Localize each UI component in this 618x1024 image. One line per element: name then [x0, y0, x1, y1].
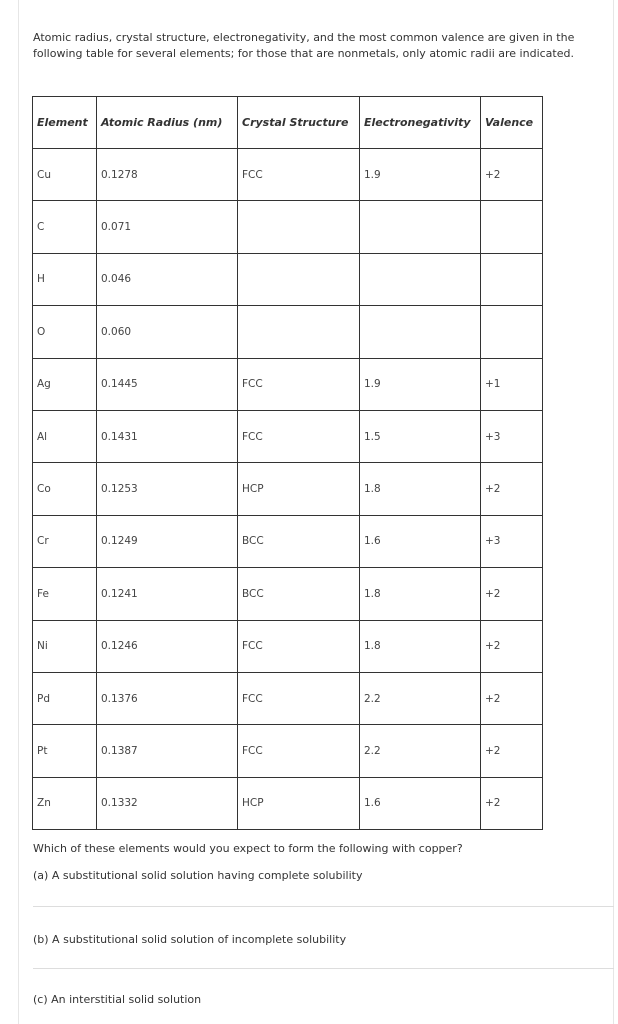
- table-row: [33, 410, 543, 462]
- crystal-structure-cell: [238, 253, 360, 305]
- crystal-structure-cell: [238, 306, 360, 358]
- table-row: [33, 725, 543, 777]
- divider: [33, 906, 614, 907]
- element-cell: Ag: [33, 358, 97, 410]
- atomic-radius-cell: 0.060: [97, 306, 238, 358]
- valence-cell: [481, 253, 543, 305]
- table-row: [33, 253, 543, 305]
- valence-cell: +2: [481, 672, 543, 724]
- electronegativity-cell: 1.9: [360, 149, 481, 201]
- atomic-radius-cell: 0.1253: [97, 463, 238, 515]
- header-valence: Valence: [481, 97, 543, 149]
- valence-cell: +3: [481, 410, 543, 462]
- electronegativity-cell: [360, 253, 481, 305]
- table-row: [33, 515, 543, 567]
- element-cell: Cr: [33, 515, 97, 567]
- table-row: [33, 568, 543, 620]
- element-cell: Cu: [33, 149, 97, 201]
- table-row: [33, 620, 543, 672]
- table-body: [33, 149, 543, 830]
- atomic-radius-cell: 0.1431: [97, 410, 238, 462]
- electronegativity-cell: [360, 201, 481, 253]
- valence-cell: +2: [481, 568, 543, 620]
- header-element: Element: [33, 97, 97, 149]
- element-cell: Pd: [33, 672, 97, 724]
- valence-cell: +2: [481, 463, 543, 515]
- crystal-structure-cell: FCC: [238, 620, 360, 672]
- table-row: [33, 777, 543, 829]
- table-row: [33, 201, 543, 253]
- electronegativity-cell: 1.8: [360, 568, 481, 620]
- valence-cell: [481, 201, 543, 253]
- electronegativity-cell: 2.2: [360, 672, 481, 724]
- electronegativity-cell: 1.6: [360, 515, 481, 567]
- part-a-text: (a) A substitutional solid solution having complete solubility: [33, 869, 363, 882]
- table-row: [33, 358, 543, 410]
- crystal-structure-cell: FCC: [238, 672, 360, 724]
- valence-cell: +2: [481, 777, 543, 829]
- atomic-radius-cell: 0.1387: [97, 725, 238, 777]
- crystal-structure-cell: BCC: [238, 568, 360, 620]
- atomic-radius-cell: 0.1332: [97, 777, 238, 829]
- crystal-structure-cell: HCP: [238, 463, 360, 515]
- electronegativity-cell: 1.6: [360, 777, 481, 829]
- atomic-radius-cell: 0.1241: [97, 568, 238, 620]
- crystal-structure-cell: BCC: [238, 515, 360, 567]
- atomic-radius-cell: 0.1246: [97, 620, 238, 672]
- valence-cell: +2: [481, 149, 543, 201]
- valence-cell: +2: [481, 725, 543, 777]
- part-c-text: (c) An interstitial solid solution: [33, 993, 202, 1006]
- crystal-structure-cell: FCC: [238, 358, 360, 410]
- crystal-structure-cell: FCC: [238, 410, 360, 462]
- element-cell: O: [33, 306, 97, 358]
- element-cell: Zn: [33, 777, 97, 829]
- electronegativity-cell: 1.9: [360, 358, 481, 410]
- element-cell: Ni: [33, 620, 97, 672]
- header-atomic-radius: Atomic Radius (nm): [97, 97, 238, 149]
- valence-cell: +3: [481, 515, 543, 567]
- element-cell: C: [33, 201, 97, 253]
- crystal-structure-cell: FCC: [238, 725, 360, 777]
- atomic-radius-cell: 0.1445: [97, 358, 238, 410]
- part-b-text: (b) A substitutional solid solution of incomplete solubility: [33, 933, 347, 946]
- electronegativity-cell: 1.8: [360, 620, 481, 672]
- elements-table: [32, 96, 543, 830]
- crystal-structure-cell: HCP: [238, 777, 360, 829]
- header-crystal-structure: Crystal Structure: [238, 97, 360, 149]
- valence-cell: [481, 306, 543, 358]
- element-cell: H: [33, 253, 97, 305]
- atomic-radius-cell: 0.1376: [97, 672, 238, 724]
- valence-cell: +1: [481, 358, 543, 410]
- element-cell: Al: [33, 410, 97, 462]
- electronegativity-cell: 2.2: [360, 725, 481, 777]
- electronegativity-cell: [360, 306, 481, 358]
- table-row: [33, 463, 543, 515]
- element-cell: Co: [33, 463, 97, 515]
- table-row: [33, 306, 543, 358]
- electronegativity-cell: 1.5: [360, 410, 481, 462]
- divider: [33, 968, 614, 969]
- table-row: [33, 149, 543, 201]
- atomic-radius-cell: 0.071: [97, 201, 238, 253]
- electronegativity-cell: 1.8: [360, 463, 481, 515]
- table-row: [33, 672, 543, 724]
- valence-cell: +2: [481, 620, 543, 672]
- table-header-row: [33, 97, 543, 149]
- crystal-structure-cell: FCC: [238, 149, 360, 201]
- element-cell: Pt: [33, 725, 97, 777]
- atomic-radius-cell: 0.1278: [97, 149, 238, 201]
- question-text: Which of these elements would you expect to form the following with copper?: [33, 842, 463, 855]
- atomic-radius-cell: 0.046: [97, 253, 238, 305]
- intro-text: Atomic radius, crystal structure, electronegativity, and the most common valence are given in the following table for several elements; for those that are nonmetals, only atomic radii are indicated.: [33, 31, 575, 60]
- crystal-structure-cell: [238, 201, 360, 253]
- atomic-radius-cell: 0.1249: [97, 515, 238, 567]
- element-cell: Fe: [33, 568, 97, 620]
- header-electronegativity: Electronegativity: [360, 97, 481, 149]
